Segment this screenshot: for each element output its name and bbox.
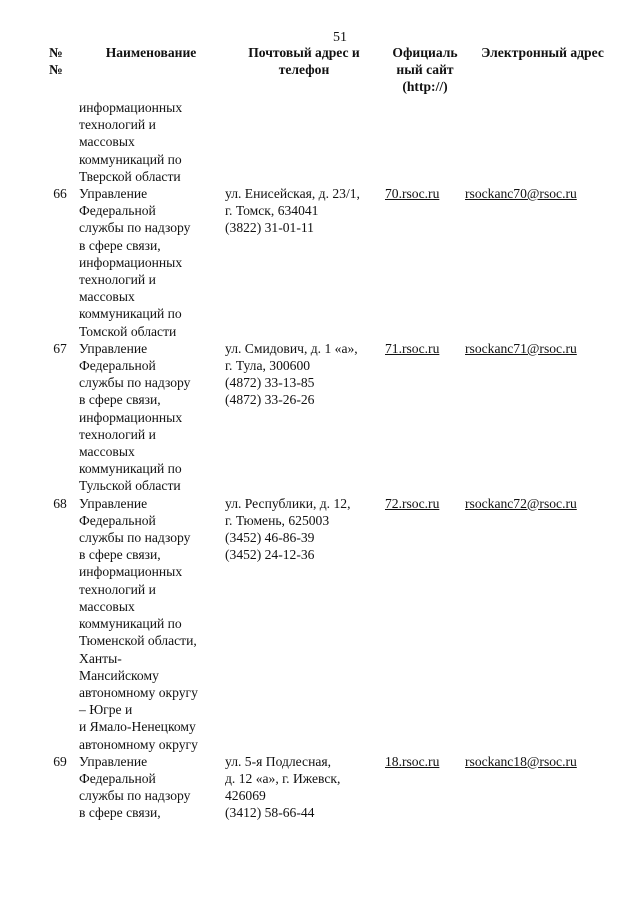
table-row — [45, 753, 620, 822]
site-link[interactable]: 72.rsoc.ru — [385, 495, 440, 511]
row-number: 69 — [53, 753, 67, 769]
header-number: № № — [49, 45, 63, 77]
header-site: Официаль ный сайт (http://) — [392, 45, 458, 94]
email-link[interactable]: rsockanc70@rsoc.ru — [465, 186, 577, 202]
header-name: Наименование — [105, 45, 197, 60]
email-link[interactable]: rsockanc72@rsoc.ru — [465, 495, 577, 511]
table-header — [45, 44, 620, 95]
email-link[interactable]: rsockanc18@rsoc.ru — [465, 753, 577, 769]
row-address: ул. Республики, д. 12, г. Тюмень, 625003 (3452) 46-86-39 (3452) 24-12-36 — [225, 495, 351, 563]
row-number: 68 — [53, 495, 67, 511]
row-site — [385, 495, 465, 753]
row-number: 67 — [53, 340, 67, 356]
row-name: Управление Федеральной службы по надзору в сфере связи, информационных технологий и массовых коммуникаций по Томской области — [79, 186, 191, 339]
continuation-name: информационных технологий и массовых коммуникаций по Тверской области — [79, 100, 183, 184]
site-link[interactable]: 70.rsoc.ru — [385, 186, 440, 202]
table-row-continuation — [45, 95, 620, 185]
agency-table — [45, 44, 620, 822]
row-email — [465, 340, 620, 495]
row-address: ул. 5-я Подлесная, д. 12 «а», г. Ижевск, 426069 (3412) 58-66-44 — [225, 753, 341, 821]
row-email — [465, 753, 620, 822]
row-site — [385, 753, 465, 822]
table-row — [45, 340, 620, 495]
table-row — [45, 495, 620, 753]
row-name: Управление Федеральной службы по надзору в сфере связи, — [79, 753, 191, 821]
row-address: ул. Смидович, д. 1 «а», г. Тула, 300600 (4872) 33-13-85 (4872) 33-26-26 — [225, 340, 358, 408]
email-link[interactable]: rsockanc71@rsoc.ru — [465, 340, 577, 356]
row-name: Управление Федеральной службы по надзору в сфере связи, информационных технологий и массовых коммуникаций по Тюменской области, Ханты- Мансийскому автономному округу – Югре и и Ямало-Ненецкому автономному округу — [79, 495, 198, 752]
row-site — [385, 340, 465, 495]
row-name: Управление Федеральной службы по надзору в сфере связи, информационных технологий и массовых коммуникаций по Тульской области — [79, 340, 191, 494]
site-link[interactable]: 18.rsoc.ru — [385, 753, 440, 769]
row-address: ул. Енисейская, д. 23/1, г. Томск, 634041 (3822) 31-01-11 — [225, 186, 360, 236]
row-number: 66 — [53, 186, 67, 202]
row-email — [465, 495, 620, 753]
row-email — [465, 185, 620, 340]
header-email: Электронный адрес — [481, 45, 604, 60]
row-site — [385, 185, 465, 340]
table-row — [45, 185, 620, 340]
page-number: 51 — [333, 30, 347, 45]
header-address: Почтовый адрес и телефон — [248, 45, 360, 77]
site-link[interactable]: 71.rsoc.ru — [385, 340, 440, 356]
